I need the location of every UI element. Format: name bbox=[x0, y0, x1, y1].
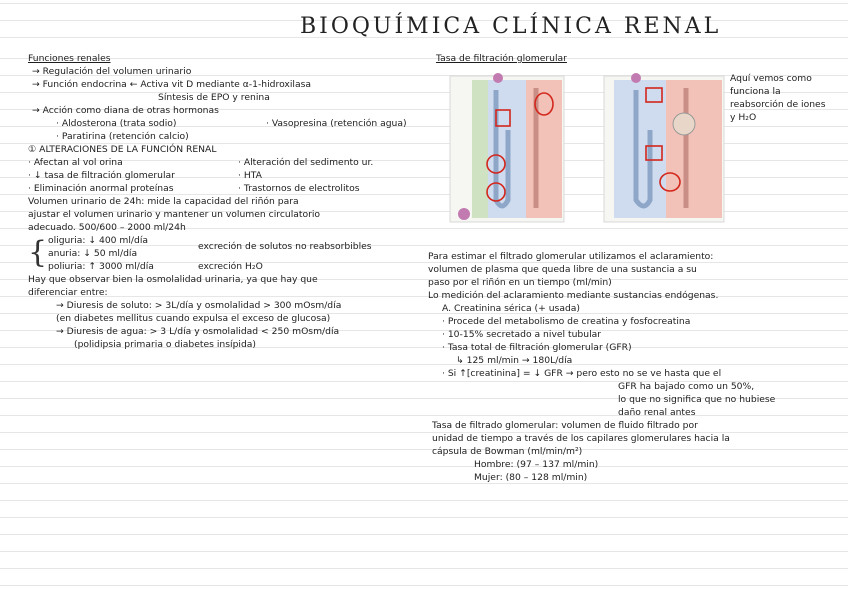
note-line: → Regulación del volumen urinario bbox=[32, 66, 192, 77]
note-line: · Trastornos de electrolitos bbox=[238, 183, 360, 194]
note-line: (en diabetes mellitus cuando expulsa el exceso de glucosa) bbox=[56, 313, 331, 324]
note-line: → Acción como diana de otras hormonas bbox=[32, 105, 219, 116]
section-heading-funciones: Funciones renales bbox=[28, 53, 111, 64]
note-line: Síntesis de EPO y renina bbox=[158, 92, 270, 103]
alteration-row bbox=[28, 156, 420, 169]
note-line: cápsula de Bowman (ml/min/m²) bbox=[432, 446, 583, 457]
figure-note: Aquí vemos como funciona la reabsorción de iones y H₂O bbox=[730, 73, 826, 123]
panel-left-medulla bbox=[526, 80, 562, 218]
note-line: ↳ 125 ml/min → 180L/día bbox=[456, 355, 573, 366]
hormone-row bbox=[28, 117, 420, 130]
note-line: excreción H₂O bbox=[198, 261, 263, 272]
right-column-body bbox=[428, 250, 828, 484]
note-line: · 10-15% secretado a nivel tubular bbox=[442, 329, 602, 340]
note-line: Lo medición del aclaramiento mediante sustancias endógenas. bbox=[428, 290, 719, 301]
alteration-row bbox=[28, 182, 420, 195]
note-line: GFR ha bajado como un 50%, bbox=[618, 381, 755, 392]
note-line: Mujer: (80 – 128 ml/min) bbox=[474, 472, 588, 483]
note-line: unidad de tiempo a través de los capilares glomerulares hacia la bbox=[432, 433, 730, 444]
note-line: ajustar el volumen urinario y mantener un volumen circulatorio bbox=[28, 209, 321, 220]
section-heading-tasa: Tasa de filtración glomerular bbox=[436, 53, 567, 64]
brace-symbol: { bbox=[28, 235, 48, 270]
cell-dot bbox=[631, 73, 641, 83]
note-line: · Alteración del sedimento ur. bbox=[238, 157, 374, 168]
note-line: excreción de solutos no reabsorbibles bbox=[198, 241, 372, 252]
note-line: oliguria: ↓ 400 ml/día bbox=[48, 235, 149, 246]
note-line: Tasa de filtrado glomerular: volumen de fluido filtrado por bbox=[432, 420, 698, 431]
panel-left-tubule bbox=[472, 80, 488, 218]
nephron-diagram bbox=[436, 70, 730, 228]
page-title: BIOQUÍMICA CLÍNICA RENAL bbox=[300, 14, 722, 39]
left-column bbox=[28, 52, 420, 351]
panel-right-cortex bbox=[614, 80, 666, 218]
note-line: · HTA bbox=[238, 170, 262, 181]
note-line: adecuado. 500/600 – 2000 ml/24h bbox=[28, 222, 186, 233]
section-heading-alteraciones: ① ALTERACIONES DE LA FUNCIÓN RENAL bbox=[28, 144, 217, 155]
note-line: · Paratirina (retención calcio) bbox=[56, 131, 189, 142]
panel-right-medulla bbox=[666, 80, 722, 218]
note-line: daño renal antes bbox=[618, 407, 696, 418]
note-line: volumen de plasma que queda libre de una sustancia a su bbox=[428, 264, 697, 275]
note-line: poliuria: ↑ 3000 ml/día bbox=[48, 261, 154, 272]
note-line: Hombre: (97 – 137 ml/min) bbox=[474, 459, 599, 470]
alteration-row bbox=[28, 169, 420, 182]
note-line: A. Creatinina sérica (+ usada) bbox=[442, 303, 581, 314]
juxtaglomerular-cell bbox=[673, 113, 695, 135]
nephron-diagram-svg bbox=[436, 70, 730, 228]
note-line: → Función endocrina ← Activa vit D mediante α-1-hidroxilasa bbox=[32, 79, 311, 90]
note-line: · ↓ tasa de filtración glomerular bbox=[28, 170, 175, 181]
note-line: Para estimar el filtrado glomerular utilizamos el aclaramiento: bbox=[428, 251, 714, 262]
note-line: · Si ↑[creatinina] = ↓ GFR → pero esto no se ve hasta que el bbox=[442, 368, 722, 379]
note-line: Volumen urinario de 24h: mide la capacidad del riñón para bbox=[28, 196, 299, 207]
note-line: lo que no significa que no hubiese bbox=[618, 394, 776, 405]
cell-dot bbox=[458, 208, 470, 220]
urine-volume-brace-block bbox=[28, 234, 420, 273]
note-line: → Diuresis de soluto: > 3L/día y osmolalidad > 300 mOsm/día bbox=[56, 300, 342, 311]
right-column bbox=[428, 52, 828, 65]
note-line: · Aldosterona (trata sodio) bbox=[56, 118, 177, 129]
note-line: · Eliminación anormal proteínas bbox=[28, 183, 174, 194]
note-line: · Afectan al vol orina bbox=[28, 157, 123, 168]
note-line: anuria: ↓ 50 ml/día bbox=[48, 248, 138, 259]
cell-dot bbox=[493, 73, 503, 83]
note-line: (polidipsia primaria o diabetes insípida) bbox=[74, 339, 257, 350]
note-line: paso por el riñón en un tiempo (ml/min) bbox=[428, 277, 612, 288]
note-line: diferenciar entre: bbox=[28, 287, 108, 298]
note-line: · Procede del metabolismo de creatina y fosfocreatina bbox=[442, 316, 691, 327]
note-line: Hay que observar bien la osmolalidad urinaria, ya que hay que bbox=[28, 274, 318, 285]
note-line: → Diuresis de agua: > 3 L/día y osmolalidad < 250 mOsm/día bbox=[56, 326, 340, 337]
note-line: · Vasopresina (retención agua) bbox=[266, 118, 407, 129]
note-line: · Tasa total de filtración glomerular (GFR) bbox=[442, 342, 632, 353]
